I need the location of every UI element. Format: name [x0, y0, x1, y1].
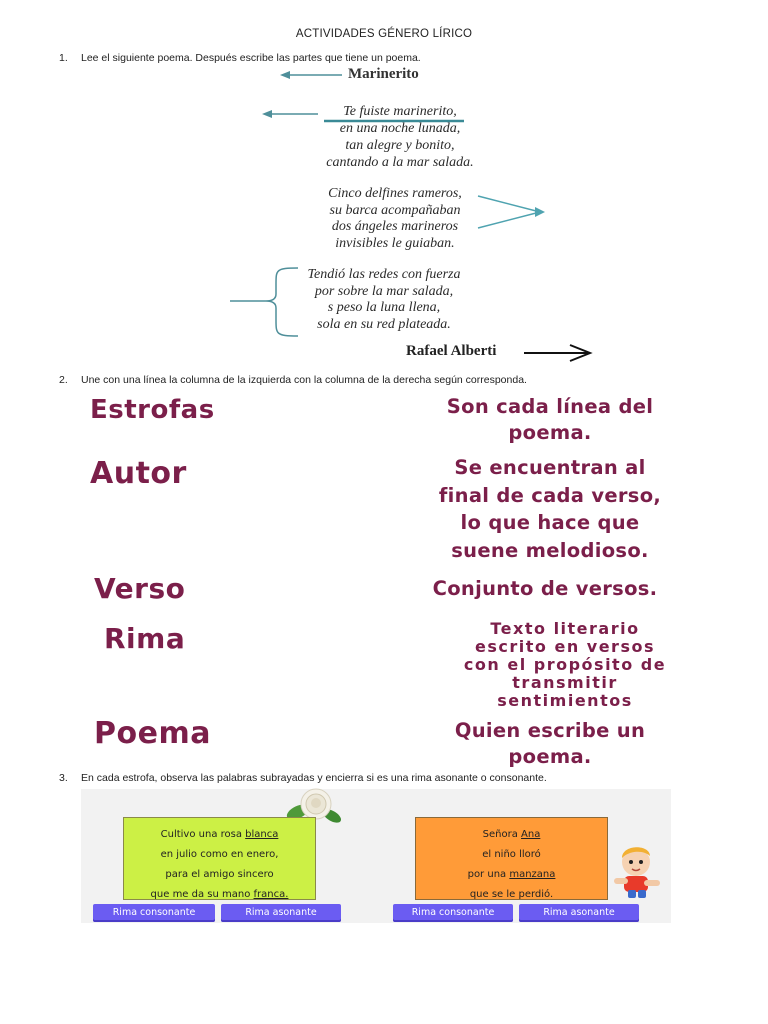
definition-line: Son cada línea del [446, 395, 654, 418]
verse: Cinco delfines rameros, [328, 186, 462, 201]
box-text: Cultivo una rosa [160, 829, 246, 840]
verse-arrow-head [262, 110, 272, 118]
question-text: En cada estrofa, observa las palabras subrayadas y encierra si es una rima asonante o consonante. [81, 772, 547, 784]
rhyme-arrow-head [535, 207, 545, 217]
term-estrofas: Estrofas [90, 395, 215, 425]
definition-line: suene melodioso. [451, 538, 649, 562]
verse: su barca acompañaban [329, 202, 461, 218]
verse: invisibles le guiaban. [335, 235, 455, 251]
question-number: 1. [59, 52, 68, 64]
question-2 [59, 374, 759, 388]
box-text: por una [467, 869, 510, 880]
verse: por sobre la mar salada, [314, 283, 454, 299]
verse: sola en su red plateada. [317, 316, 451, 332]
definition-line: Quien escribe un [454, 719, 646, 742]
page-title: ACTIVIDADES GÉNERO LÍRICO [295, 28, 473, 40]
poem-title: Marinerito [348, 66, 419, 82]
rima-asonante-button-right[interactable]: Rima asonante [519, 904, 639, 922]
definition-line: transmitir [512, 673, 618, 692]
underlined-word: manzana [509, 869, 556, 880]
verse: s peso la luna llena, [327, 300, 441, 315]
box-line [416, 825, 607, 845]
definition-linea [395, 394, 705, 446]
box-line: que se le perdió. [469, 889, 554, 900]
child-icon [610, 842, 668, 900]
verse: tan alegre y bonito, [345, 138, 455, 153]
box-line: en julio como en enero, [160, 849, 279, 860]
stanza-3 [284, 267, 484, 333]
box-text: Señora [482, 829, 522, 840]
underlined-word: franca. [253, 889, 289, 900]
box-line: el niño lloró [482, 849, 541, 860]
verse: Te fuiste marinerito, [343, 104, 457, 119]
rima-asonante-button-left[interactable]: Rima asonante [221, 904, 341, 922]
definition-line: Se encuentran al [454, 456, 646, 479]
definition-poema [395, 620, 735, 710]
definition-rima [395, 454, 705, 564]
stanza-2 [295, 186, 495, 252]
underlined-word: blanca [245, 829, 279, 840]
stanza-box-asonante [415, 817, 608, 900]
definition-line: poema. [508, 745, 592, 768]
rima-consonante-button-right[interactable]: Rima consonante [393, 904, 513, 922]
verse: en una noche lunada, [339, 121, 461, 136]
definition-line: poema. [508, 421, 592, 444]
definition-estrofa [385, 576, 705, 602]
box-line [124, 825, 315, 845]
term-poema: Poema [94, 716, 211, 751]
term-rima: Rima [104, 622, 186, 655]
question-3 [59, 772, 759, 786]
term-verso: Verso [94, 572, 186, 605]
definition-line: Conjunto de versos. [432, 577, 658, 600]
box-text: que me da su mano [150, 889, 254, 900]
definition-line: final de cada verso, [438, 483, 662, 507]
question-text: Lee el siguiente poema. Después escribe las partes que tiene un poema. [81, 52, 421, 64]
underlined-word: Ana [521, 829, 541, 840]
stanza-box-consonante [123, 817, 316, 900]
question-number: 3. [59, 772, 68, 784]
definition-line: con el propósito de [463, 655, 667, 674]
definition-autor [395, 718, 705, 770]
stanza-1 [300, 103, 500, 171]
box-line [124, 885, 315, 905]
definition-line: Texto literario [490, 619, 640, 638]
definition-line: lo que hace que [460, 511, 640, 534]
verse: cantando a la mar salada. [326, 155, 474, 170]
question-number: 2. [59, 374, 68, 386]
box-line: para el amigo sincero [165, 869, 274, 880]
definition-line: escrito en versos [475, 637, 655, 656]
term-autor: Autor [90, 456, 187, 491]
definition-line: sentimientos [497, 691, 633, 710]
rima-consonante-button-left[interactable]: Rima consonante [93, 904, 215, 922]
verse: Tendió las redes con fuerza [307, 267, 461, 282]
question-text: Une con una línea la columna de la izquierda con la columna de la derecha según corresponda. [81, 374, 527, 386]
verse: dos ángeles marineros [331, 219, 459, 234]
box-line [416, 865, 607, 885]
poem-author: Rafael Alberti [406, 343, 497, 359]
title-arrow-head [280, 71, 290, 79]
